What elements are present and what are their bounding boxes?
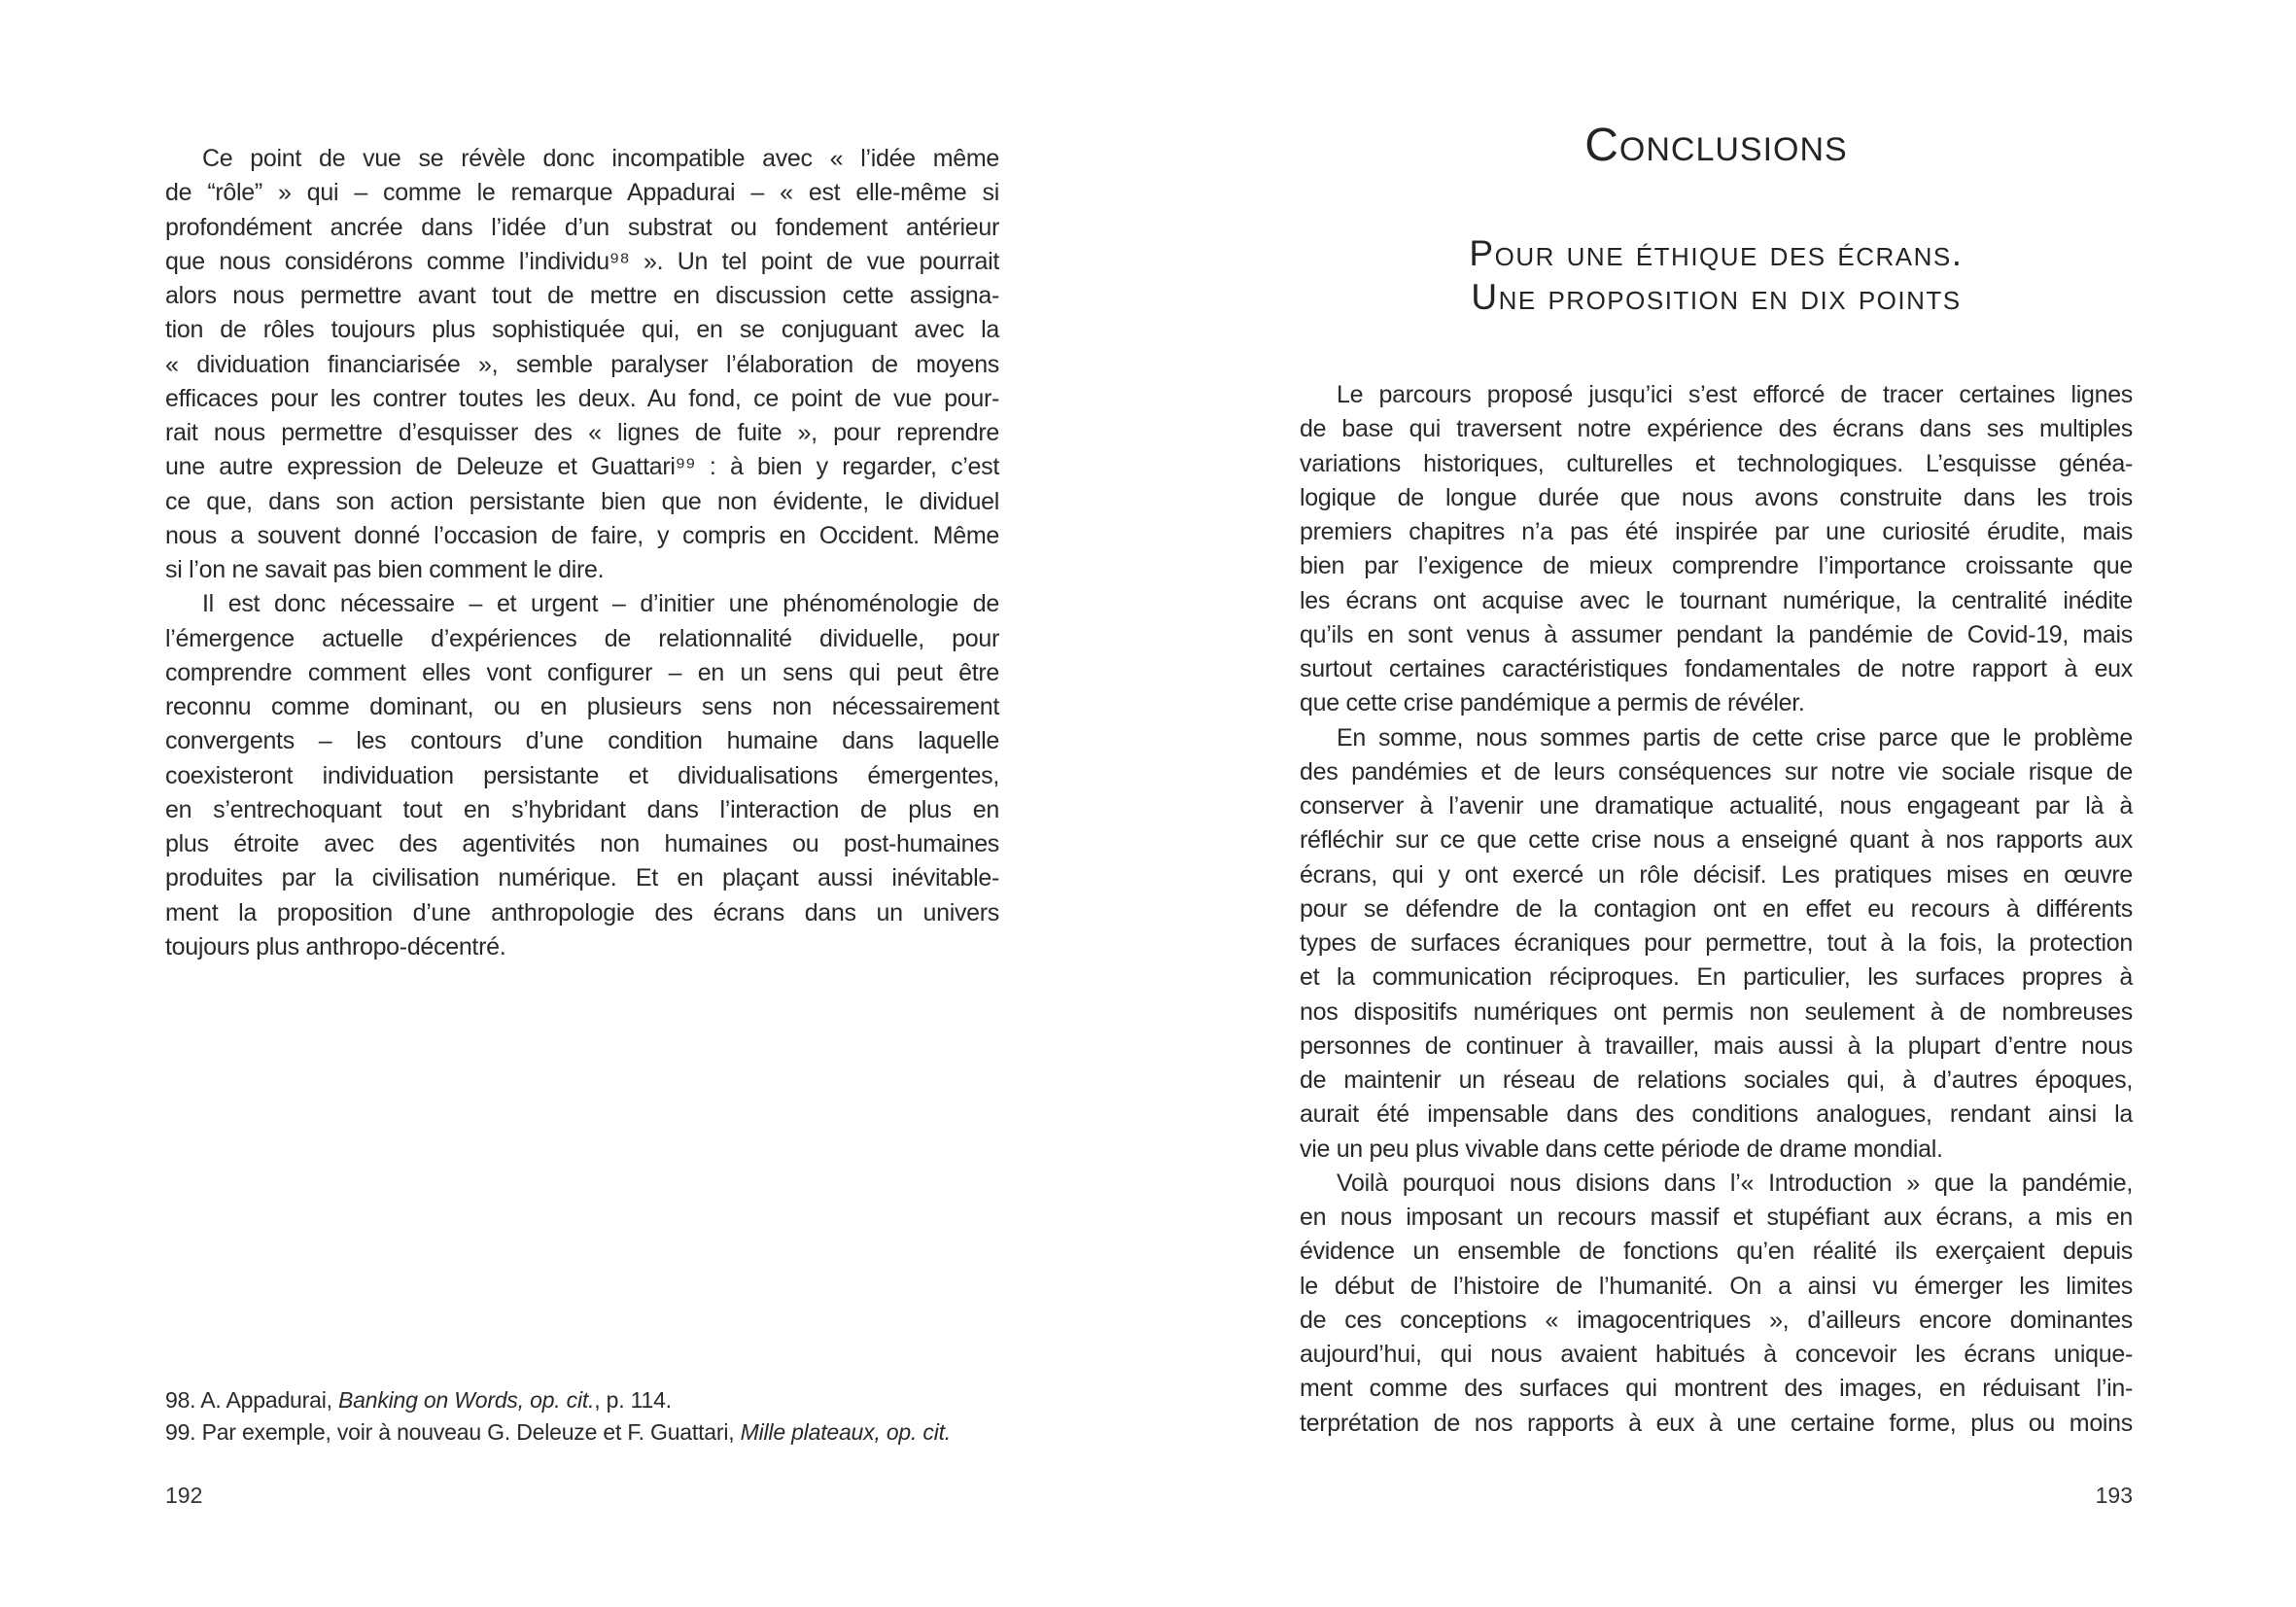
text-line: en nous imposant un recours massif et stupéfiant aux écrans, a mis en	[1300, 1204, 2133, 1231]
text-line: pour se défendre de la contagion ont en effet eu recours à différents	[1300, 894, 2133, 923]
text-line: et la communication réciproques. En particulier, les surfaces propres à	[1300, 963, 2133, 992]
page-number-left: 192	[165, 1483, 203, 1508]
paragraph	[165, 142, 999, 587]
text-line: vie un peu plus vivable dans cette période de drame mondial.	[1300, 1135, 1943, 1163]
text-line: produites par la civilisation numérique. Et en plaçant aussi inévitable-	[165, 864, 999, 892]
text-line: de maintenir un réseau de relations sociales qui, à d’autres époques,	[1300, 1066, 2133, 1094]
text-line: bien par l’exigence de mieux comprendre l’importance croissante que	[1300, 552, 2133, 580]
text-line: qu’ils en sont venus à assumer pendant la pandémie de Covid-19, mais	[1300, 620, 2133, 648]
section-title-line-2: Une proposition en dix points	[1471, 277, 1962, 317]
text-line: ment la proposition d’une anthropologie des écrans dans un univers	[165, 898, 999, 926]
text-line: aujourd’hui, qui nous avaient habitués à concevoir les écrans unique-	[1300, 1341, 2133, 1368]
text-line: si l’on ne savait pas bien comment le dire.	[165, 556, 605, 583]
chapter-title: Conclusions	[1584, 120, 1848, 171]
text-line: ce que, dans son action persistante bien que non évidente, le dividuel	[165, 487, 999, 515]
text-line: de base qui traversent notre expérience des écrans dans ses multiples	[1300, 415, 2133, 443]
text-line: de ces conceptions « imagocentriques », d’ailleurs encore dominantes	[1300, 1306, 2133, 1334]
footnotes	[165, 1384, 999, 1449]
text-line: de “rôle” » qui – comme le remarque Appadurai – « est elle-même si	[165, 179, 999, 207]
text-line: premiers chapitres n’a pas été inspirée par une curiosité érudite, mais	[1300, 518, 2133, 545]
text-line: réfléchir sur ce que cette crise nous a enseigné quant à nos rapports aux	[1300, 826, 2133, 855]
text-line: « dividuation financiarisée », semble paralyser l’élaboration de moyens	[165, 350, 999, 378]
paragraph	[1300, 1167, 2133, 1441]
section-title	[1261, 231, 2172, 319]
right-page	[1148, 0, 2296, 1607]
text-line: alors nous permettre avant tout de mettre en discussion cette assigna-	[165, 282, 999, 309]
paragraph	[1300, 721, 2133, 1167]
text-line: conserver à l’avenir une dramatique actualité, nous engageant par là à	[1300, 792, 2133, 820]
text-line: variations historiques, culturelles et technologiques. L’esquisse généa-	[1300, 449, 2133, 477]
footnote: 98. A. Appadurai, Banking on Words, op. cit., p. 114.	[165, 1387, 672, 1413]
text-line: Il est donc nécessaire – et urgent – d’initier une phénoménologie de	[202, 590, 999, 618]
text-line: terprétation de nos rapports à eux à une certaine forme, plus ou moins	[1300, 1409, 2133, 1437]
text-line: rait nous permettre d’esquisser des « lignes de fuite », pour reprendre	[165, 419, 999, 446]
text-line: Voilà pourquoi nous disions dans l’« Introduction » que la pandémie,	[1337, 1169, 2133, 1197]
paragraph	[1300, 378, 2133, 721]
text-line: logique de longue durée que nous avons construite dans les trois	[1300, 483, 2133, 511]
text-line: des pandémies et de leurs conséquences sur notre vie sociale risque de	[1300, 757, 2133, 786]
text-line: En somme, nous sommes partis de cette crise parce que le problème	[1337, 723, 2133, 751]
text-line: nos dispositifs numériques ont permis non seulement à de nombreuses	[1300, 997, 2133, 1026]
text-line: reconnu comme dominant, ou en plusieurs sens non nécessairement	[165, 693, 999, 720]
text-line: convergents – les contours d’une condition humaine dans laquelle	[165, 727, 999, 755]
text-line: aurait été impensable dans des conditions analogues, rendant ainsi la	[1300, 1100, 2133, 1129]
text-line: profondément ancrée dans l’idée d’un substrat ou fondement antérieur	[165, 213, 999, 241]
section-title-line-1: Pour une éthique des écrans.	[1469, 233, 1964, 273]
text-line: surtout certaines caractéristiques fondamentales de notre rapport à eux	[1300, 655, 2133, 682]
text-line: évidence un ensemble de fonctions qu’en réalité ils exerçaient depuis	[1300, 1238, 2133, 1266]
text-line: Ce point de vue se révèle donc incompatible avec « l’idée même	[202, 145, 999, 172]
right-page-body-text	[1300, 378, 2133, 1441]
text-line: ment comme des surfaces qui montrent des images, en réduisant l’in-	[1300, 1375, 2133, 1403]
text-line: que cette crise pandémique a permis de révéler.	[1300, 689, 1805, 717]
paragraph	[165, 587, 999, 964]
text-line: l’émergence actuelle d’expériences de relationnalité dividuelle, pour	[165, 624, 999, 652]
text-line: les écrans ont acquise avec le tournant numérique, la centralité inédite	[1300, 586, 2133, 614]
text-line: coexisteront individuation persistante et dividualisations émergentes,	[165, 761, 999, 789]
footnote: 99. Par exemple, voir à nouveau G. Deleuze et F. Guattari, Mille plateaux, op. cit.	[165, 1419, 951, 1445]
text-line: tion de rôles toujours plus sophistiquée qui, en se conjuguant avec la	[165, 316, 999, 344]
text-line: efficaces pour les contrer toutes les deux. Au fond, ce point de vue pour-	[165, 384, 999, 412]
text-line: toujours plus anthropo-décentré.	[165, 932, 506, 961]
text-line: plus étroite avec des agentivités non humaines ou post-humaines	[165, 830, 999, 857]
text-line: une autre expression de Deleuze et Guattari⁹⁹ : à bien y regarder, c’est	[165, 453, 999, 481]
text-line: écrans, qui y ont exercé un rôle décisif. Les pratiques mises en œuvre	[1300, 860, 2133, 889]
text-line: le début de l’histoire de l’humanité. On a ainsi vu émerger les limites	[1300, 1272, 2133, 1300]
text-line: comprendre comment elles vont configurer – en un sens qui peut être	[165, 658, 999, 686]
text-line: personnes de continuer à travailler, mais aussi à la plupart d’entre nous	[1300, 1031, 2133, 1060]
text-line: en s’entrechoquant tout en s’hybridant dans l’interaction de plus en	[165, 795, 999, 823]
page-number-right: 193	[2095, 1483, 2133, 1508]
left-page-body-text	[165, 142, 999, 964]
text-line: Le parcours proposé jusqu’ici s’est efforcé de tracer certaines lignes	[1337, 381, 2133, 408]
text-line: nous a souvent donné l’occasion de faire, y compris en Occident. Même	[165, 521, 999, 549]
text-line: que nous considérons comme l’individu⁹⁸ ». Un tel point de vue pourrait	[165, 247, 999, 275]
text-line: types de surfaces écraniques pour permettre, tout à la fois, la protection	[1300, 929, 2133, 957]
